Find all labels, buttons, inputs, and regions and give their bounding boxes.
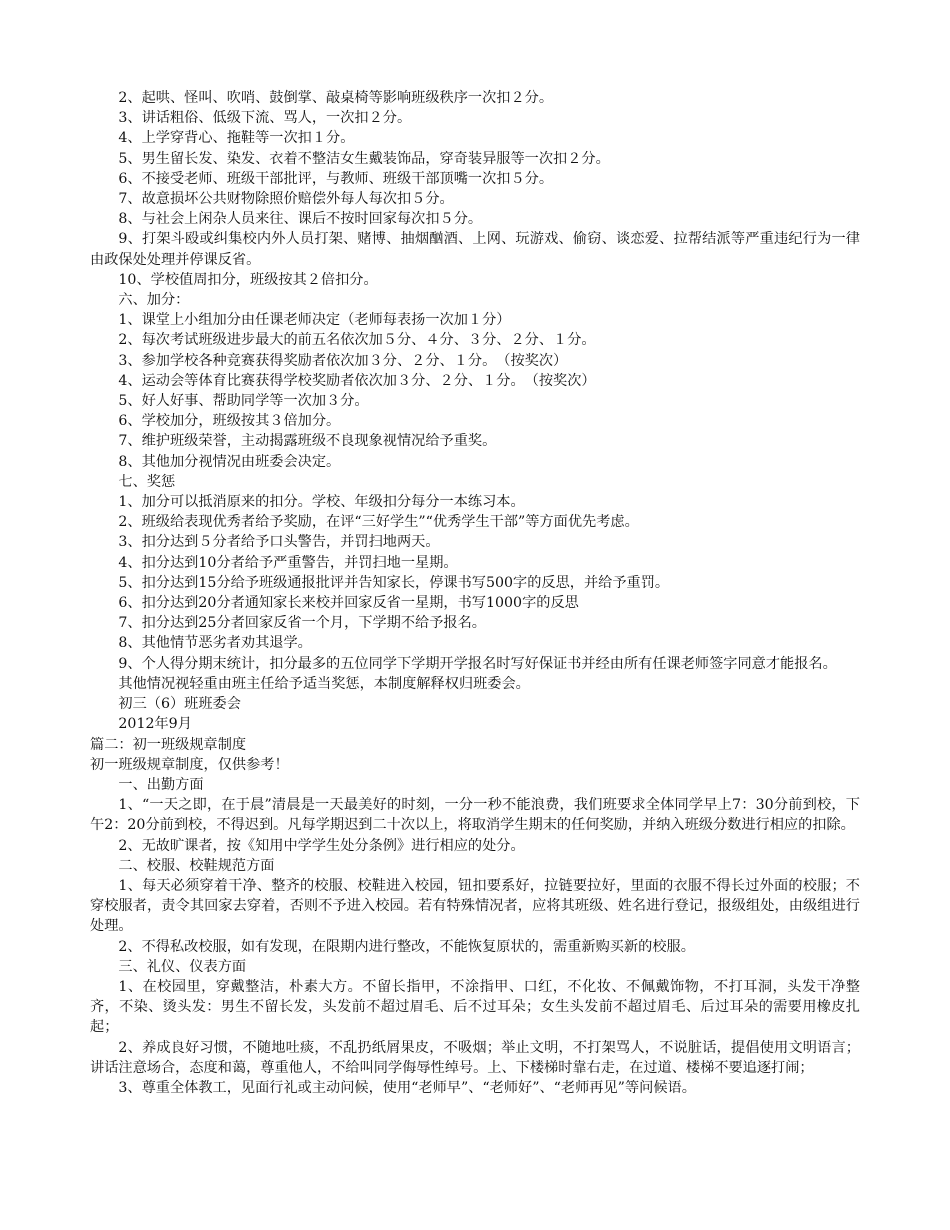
paragraph: 7、故意损坏公共财物除照价赔偿外每人每次扣５分。	[118, 191, 454, 208]
paragraph: 2、每次考试班级进步最大的前五名依次加５分、４分、３分、２分、１分。	[118, 332, 596, 349]
paragraph: 4、扣分达到10分者给予严重警告，并罚扫地一星期。	[118, 554, 458, 571]
paragraph: 2、无故旷课者，按《知用中学学生处分条例》进行相应的处分。	[118, 837, 525, 854]
paragraph: 3、参加学校各种竞赛获得奖励者依次加３分、２分、１分。 （按奖次）	[118, 352, 568, 369]
paragraph: 3、讲话粗俗、低级下流、骂人，一次扣２分。	[118, 110, 412, 127]
paragraph: 4、上学穿背心、拖鞋等一次扣１分。	[118, 130, 355, 147]
paragraph: 6、学校加分，班级按其３倍加分。	[118, 413, 341, 430]
paragraph: 8、与社会上闲杂人员来往、课后不按时回家每次扣５分。	[118, 211, 483, 228]
paragraph: 2、养成良好习惯，不随地吐痰，不乱扔纸屑果皮，不吸烟；举止文明，不打架骂人，不说脏话，提倡使用文明语言；讲话注意场合，态度和蔼，尊重他人，不给叫同学侮辱性绰号。上、下楼梯时靠右走，在过道、楼梯不要追逐打闹；	[90, 1039, 860, 1076]
paragraph: 1、“一天之即，在于晨”清晨是一天最美好的时刻，一分一秒不能浪费，我们班要求全体同学早上7：30分前到校，下午2：20分前到校，不得迟到。凡每学期迟到二十次以上，将取消学生期末的任何奖励，并纳入班级分数进行相应的扣除。	[90, 797, 860, 834]
paragraph: 初一班级规章制度，仅供参考！	[90, 756, 289, 773]
paragraph: 4、运动会等体育比赛获得学校奖励者依次加３分、２分、１分。 （按奖次）	[118, 372, 596, 389]
paragraph: 7、扣分达到25分者回家反省一个月，下学期不给予报名。	[118, 615, 486, 632]
paragraph: 一、出勤方面	[118, 776, 204, 793]
paragraph: 三、礼仪、仪表方面	[118, 958, 247, 975]
paragraph: 2012年9月	[118, 716, 192, 733]
paragraph: 5、好人好事、帮助同学等一次加３分。	[118, 393, 369, 410]
paragraph: 1、加分可以抵消原来的扣分。学校、年级扣分每分一本练习本。	[118, 494, 525, 511]
paragraph: 1、在校园里，穿戴整洁，朴素大方。不留长指甲，不涂指甲、口红，不化妆、不佩戴饰物，不打耳洞，头发干净整齐，不染、烫头发：男生不留长发，头发前不超过眉毛、后不过耳朵；女生头发前不超过眉毛、后过耳朵的需要用橡皮扎起；	[90, 978, 860, 1036]
paragraph: 七、奖惩	[118, 473, 176, 490]
paragraph: 2、班级给表现优秀者给予奖励，在评“三好学生”“优秀学生干部”等方面优先考虑。	[118, 514, 639, 531]
paragraph: 9、个人得分期末统计，扣分最多的五位同学下学期开学报名时写好保证书并经由所有任课老师签字同意才能报名。	[118, 655, 837, 672]
paragraph: 9、打架斗殴或纠集校内外人员打架、赌博、抽烟酗酒、上网、玩游戏、偷窃、谈恋爱、拉帮结派等严重违纪行为一律由政保处处理并停课反省。	[90, 231, 860, 268]
paragraph: 二、校服、校鞋规范方面	[118, 857, 275, 874]
paragraph: 1、课堂上小组加分由任课老师决定（老师每表扬一次加１分）	[118, 312, 511, 329]
paragraph: 1、每天必须穿着干净、整齐的校服、校鞋进入校园，钮扣要系好，拉链要拉好，里面的衣服不得长过外面的校服；不穿校服者，责令其回家去穿着，否则不予进入校园。若有特殊情况者，应将其班级、姓名进行登记，报级组处，由级组进行处理。	[90, 877, 860, 935]
paragraph: 其他情况视轻重由班主任给予适当奖惩，本制度解释权归班委会。	[118, 675, 530, 692]
paragraph: 3、扣分达到５分者给予口头警告，并罚扫地两天。	[118, 534, 440, 551]
paragraph: 2、不得私改校服，如有发现，在限期内进行整改，不能恢复原状的，需重新购买新的校服。	[118, 938, 695, 955]
paragraph: 5、男生留长发、染发、衣着不整洁女生戴装饰品，穿奇装异服等一次扣２分。	[118, 150, 610, 167]
paragraph: 7、维护班级荣誉，主动揭露班级不良现象视情况给予重奖。	[118, 433, 497, 450]
paragraph: 六、加分：	[118, 292, 190, 309]
paragraph: 6、不接受老师、班级干部批评，与教师、班级干部顶嘴一次扣５分。	[118, 170, 554, 187]
paragraph: 5、扣分达到15分给予班级通报批评并告知家长，停课书写500字的反思，并给予重罚。	[118, 574, 670, 591]
paragraph: 8、其他加分视情况由班委会决定。	[118, 453, 341, 470]
paragraph: 初三（6）班班委会	[118, 696, 241, 713]
paragraph: 3、尊重全体教工，见面行礼或主动问候，使用“老师早”、“老师好”、“老师再见”等问候语。	[118, 1079, 696, 1096]
paragraph: 6、扣分达到20分者通知家长来校并回家反省一星期，书写1000字的反思	[118, 595, 579, 612]
paragraph: 2、起哄、怪叫、吹哨、鼓倒掌、敲桌椅等影响班级秩序一次扣２分。	[118, 90, 554, 106]
paragraph: 篇二：初一班级规章制度	[90, 736, 247, 753]
document-page	[90, 88, 860, 1098]
paragraph: 8、其他情节恶劣者劝其退学。	[118, 635, 312, 652]
paragraph: 10、学校值周扣分，班级按其２倍扣分。	[118, 271, 378, 288]
